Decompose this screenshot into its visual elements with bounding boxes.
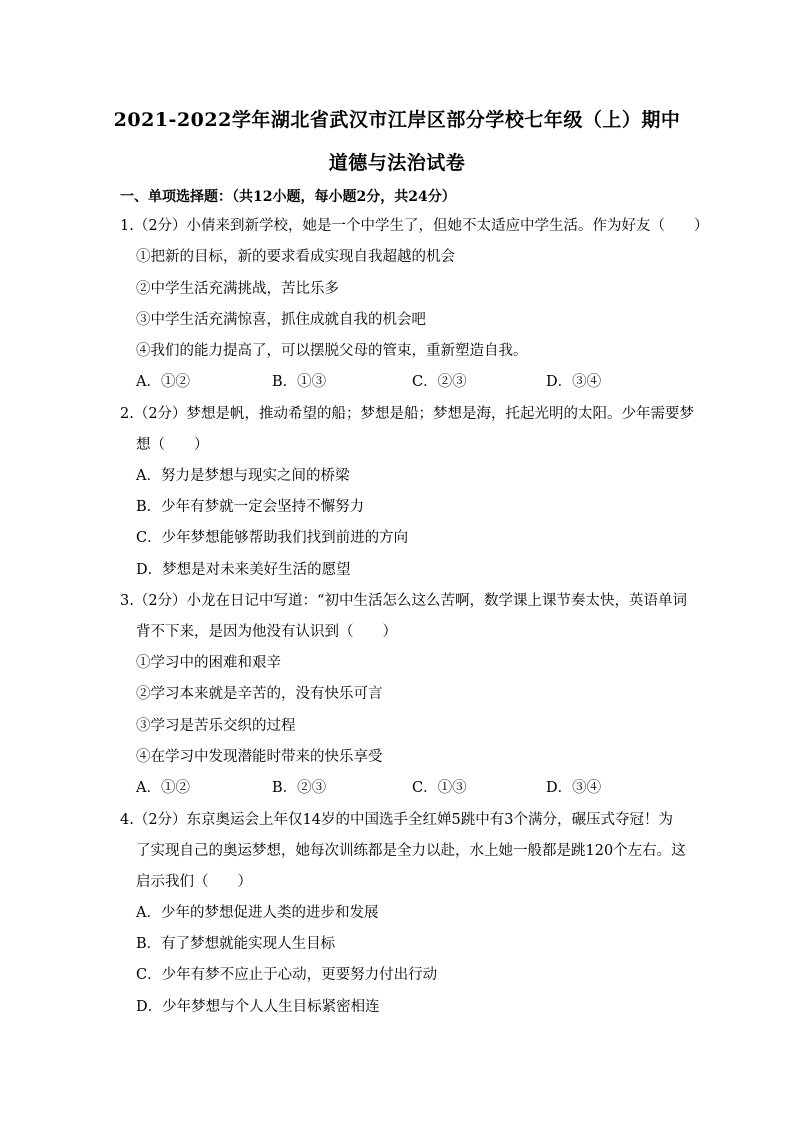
q3-option-a[interactable]: A．①② (136, 780, 190, 796)
q3-item-4: ④在学习中发现潜能时带来的快乐享受 (136, 749, 383, 765)
q4-stem-line-3: 启示我们（ ） (136, 874, 252, 890)
q4-stem-line-2: 了实现自己的奥运梦想，她每次训练都是全力以赴，水上她一般都是跳120个左右。这 (136, 843, 686, 859)
q3-stem-line-1: 3.（2分）小龙在日记中写道：“初中生活怎么这么苦啊，数学课上课节奏太快，英语单词 (120, 593, 687, 609)
q3-item-1: ①学习中的困难和艰辛 (136, 655, 281, 671)
section-heading: 一、单项选择题：（共12小题，每小题2分，共24分） (120, 189, 456, 205)
q3-item-3: ③学习是苦乐交织的过程 (136, 718, 296, 734)
q1-item-2: ②中学生活充满挑战，苦比乐多 (136, 281, 339, 297)
q3-item-2: ②学习本来就是辛苦的，没有快乐可言 (136, 686, 383, 702)
q4-option-a[interactable]: A．少年的梦想促进人类的进步和发展 (136, 905, 379, 921)
q3-option-b[interactable]: B．②③ (272, 780, 327, 796)
q2-option-b[interactable]: B．少年有梦就一定会坚持不懈努力 (136, 499, 365, 515)
q3-option-d[interactable]: D．③④ (546, 780, 602, 796)
q1-option-c[interactable]: C．②③ (412, 374, 467, 390)
q1-stem: 1.（2分）小倩来到新学校，她是一个中学生了，但她不太适应中学生活。作为好友（ ） (120, 218, 709, 234)
q2-stem-line-2: 想（ ） (136, 437, 209, 453)
q3-option-c[interactable]: C．①③ (412, 780, 467, 796)
q4-option-d[interactable]: D．少年梦想与个人人生目标紧密相连 (136, 999, 380, 1015)
q4-option-b[interactable]: B．有了梦想就能实现人生目标 (136, 936, 336, 952)
q2-option-d[interactable]: D．梦想是对未来美好生活的愿望 (136, 562, 351, 578)
q2-option-a[interactable]: A．努力是梦想与现实之间的桥梁 (136, 468, 350, 484)
q4-option-c[interactable]: C．少年有梦不应止于心动，更要努力付出行动 (136, 967, 438, 983)
q1-item-1: ①把新的目标，新的要求看成实现自我超越的机会 (136, 249, 455, 265)
q1-option-b[interactable]: B．①③ (272, 374, 327, 390)
q1-item-4: ④我们的能力提高了，可以摆脱父母的管束，重新塑造自我。 (136, 343, 528, 359)
exam-title-line-1: 2021-2022学年湖北省武汉市江岸区部分学校七年级（上）期中 (113, 109, 681, 131)
q1-option-d[interactable]: D．③④ (546, 374, 602, 390)
q1-item-3: ③中学生活充满惊喜，抓住成就自我的机会吧 (136, 312, 426, 328)
q2-option-c[interactable]: C．少年梦想能够帮助我们找到前进的方向 (136, 530, 409, 546)
q4-stem-line-1: 4.（2分）东京奥运会上年仅14岁的中国选手全红婵5跳中有3个满分，碾压式夺冠！为 (120, 812, 673, 828)
q2-stem-line-1: 2.（2分）梦想是帆，推动希望的船；梦想是船；梦想是海，托起光明的太阳。少年需要梦 (120, 406, 695, 422)
q3-stem-line-2: 背不下来，是因为他没有认识到（ ） (136, 624, 397, 640)
q1-option-a[interactable]: A．①② (136, 374, 190, 390)
exam-title-line-2: 道德与法治试卷 (328, 152, 466, 174)
